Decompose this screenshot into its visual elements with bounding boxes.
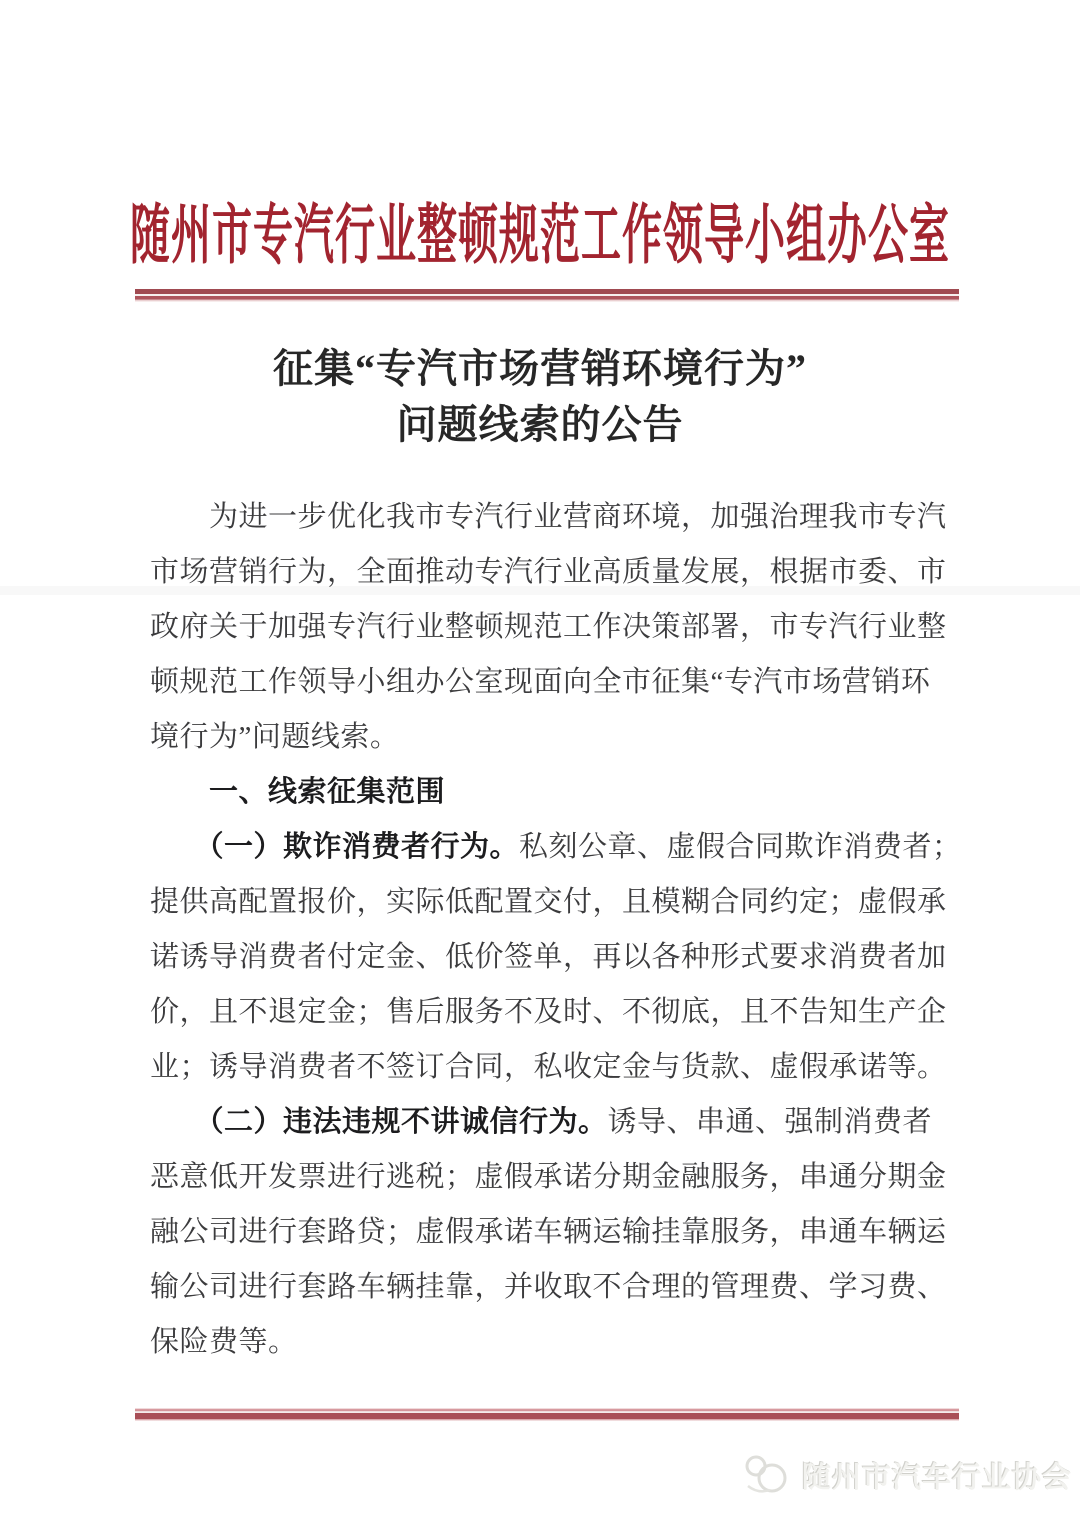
body-line: 保险费等。: [150, 1326, 298, 1358]
body-line: 诺诱导消费者付定金、低价签单，再以各种形式要求消费者加: [150, 941, 947, 973]
body-line: 顿规范工作领导小组办公室现面向全市征集“专汽市场营销环: [150, 666, 931, 698]
document-title-line1: 征集“专汽市场营销环境行为”: [273, 346, 807, 391]
watermark-footer: [742, 1452, 1072, 1498]
body-line: 政府关于加强专汽行业整顿规范工作决策部署，市专汽行业整: [150, 611, 947, 643]
body-line: 输公司进行套路车辆挂靠，并收取不合理的管理费、学习费、: [150, 1271, 947, 1303]
item-2-lead-line: （二）违法违规不讲诚信行为。诱导、串通、强制消费者: [150, 1106, 933, 1138]
bottom-double-rule: [135, 1408, 959, 1421]
document-title: [0, 341, 1080, 453]
body-line: 提供高配置报价，实际低配置交付，且模糊合同约定；虚假承: [150, 886, 947, 918]
watermark-text: 随州市汽车行业协会: [802, 1461, 1073, 1494]
body-line: 价，且不退定金；售后服务不及时、不彻底，且不告知生产企: [150, 996, 947, 1028]
body-line: 业；诱导消费者不签订合同，私收定金与货款、虚假承诺等。: [150, 1051, 947, 1083]
section-heading: 一、线索征集范围: [150, 776, 446, 808]
letterhead-banner: 随州市专汽行业整顿规范工作领导小组办公室: [130, 198, 950, 272]
document-title-line2: 问题线索的公告: [396, 402, 684, 447]
top-double-rule: [135, 289, 959, 302]
body-line: 融公司进行套路贷；虚假承诺车辆运输挂靠服务，串通车辆运: [150, 1216, 947, 1248]
body-line: 为进一步优化我市专汽行业营商环境，加强治理我市专汽: [150, 501, 947, 533]
item-1-lead-line: （一）欺诈消费者行为。私刻公章、虚假合同欺诈消费者；: [150, 831, 962, 863]
body-line: 境行为”问题线索。: [150, 721, 400, 753]
document-body: [150, 490, 962, 1370]
body-line: 市场营销行为，全面推动专汽行业高质量发展，根据市委、市: [150, 556, 947, 588]
association-logo-icon: [742, 1452, 794, 1498]
body-line: 恶意低开发票进行逃税；虚假承诺分期金融服务，串通分期金: [150, 1161, 947, 1193]
